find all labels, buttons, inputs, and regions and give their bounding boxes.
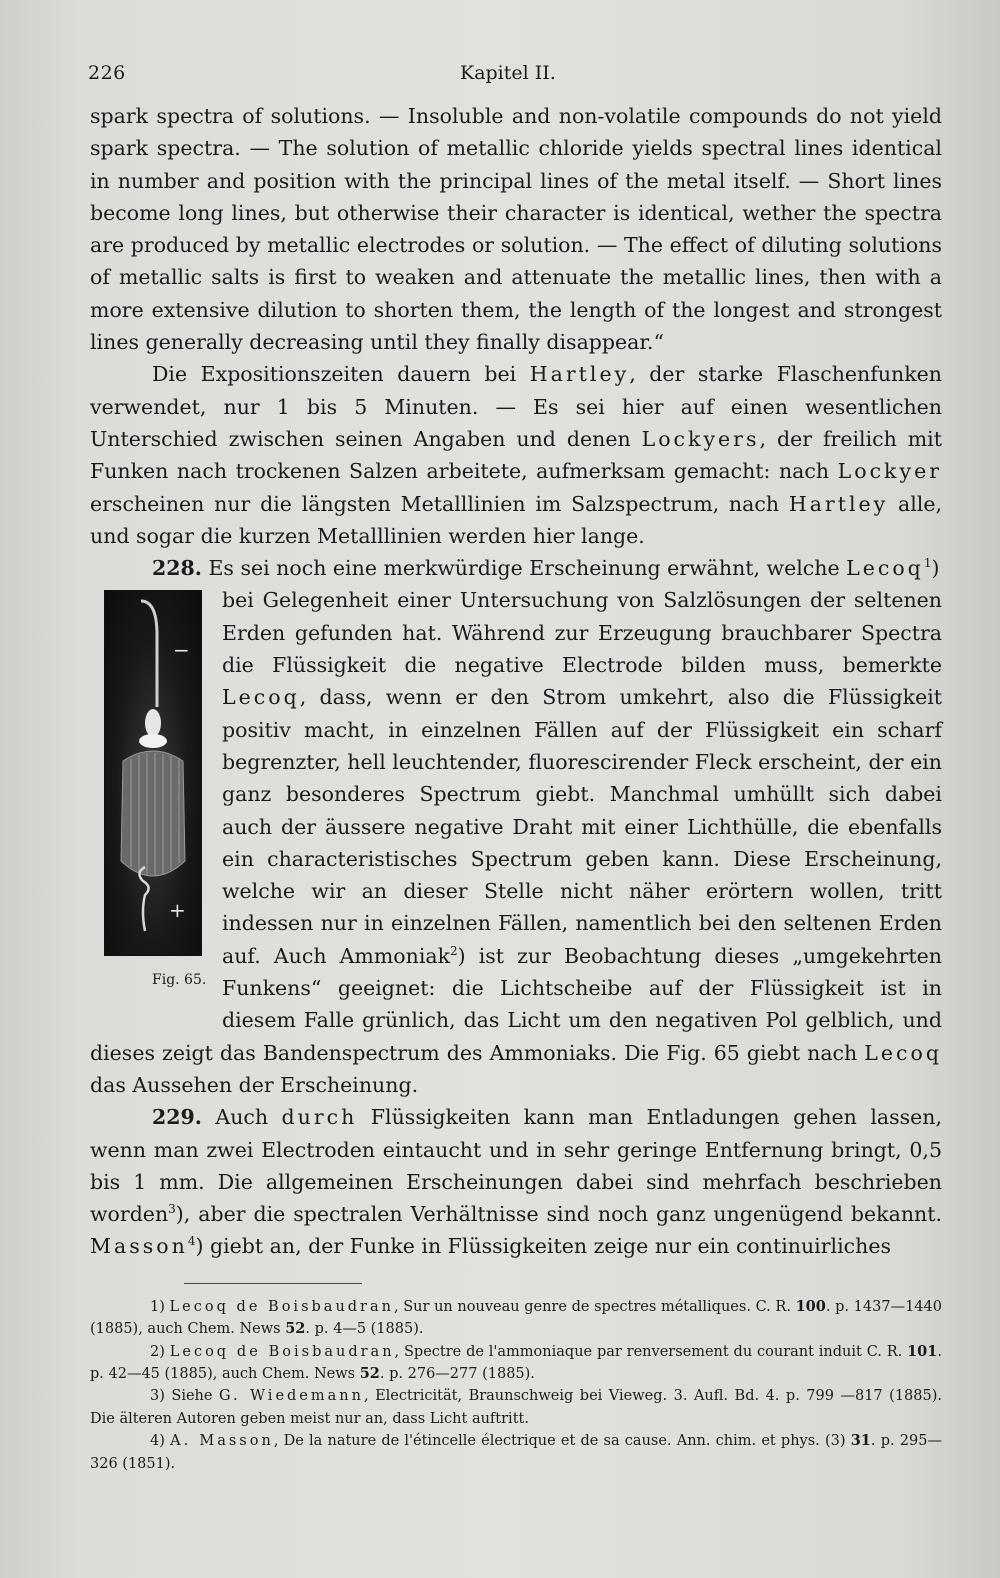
author-name: Lecoq — [864, 1040, 942, 1065]
footnote-ref: 1 — [923, 556, 932, 571]
footnote-author: Lecoq de Boisbaudran — [169, 1343, 395, 1360]
page-number: 226 — [88, 62, 126, 84]
plus-label: + — [169, 898, 186, 923]
footnote-divider — [184, 1283, 362, 1284]
paragraph-228-intro: 228. Es sei noch eine merkwürdige Erscheinung erwähnt, welche Lecoq$^1$) − + Fig. 65. bei Gelegenheit einer Untersuchung von Salzlösungen der seltenen Erden gefunden hat. Während zur Erzeugung brauchbarer Spectra die Flüssigkeit die negative Electrode bilden muss, bemerkte Lecoq, dass, wenn er den Strom umkehrt, also die Flüssigkeit positiv macht, in einzelnen Fällen auf der Flüssigkeit ein scharf begrenzter, hell leuchtender, fluorescirender Fleck erscheint, der ein ganz besonderes Spectrum giebt. Manchmal umhüllt sich dabei auch der äussere negative Draht mit einer Lichthülle, die ebenfalls ein characteristisches Spectrum geben kann. Diese Erscheinung, welche wir an dieser Stelle nicht näher erörtern wollen, tritt indessen nur in einzelnen Fällen, namentlich bei den seltenen Erden auf. Auch Ammoniak$^2$) ist zur Beobachtung dieses „umgekehrten Funkens“ geeignet: die Lichtscheibe auf der Flüssigkeit ist in diesem Falle grünlich, das Licht um den negativen Pol gelblich, und dieses zeigt das Bandenspectrum des Ammoniaks. Die Fig. 65 giebt nach Lecoq das Aussehen der Erscheinung. — [90, 556, 943, 1097]
author-name: Lockyers — [641, 426, 760, 451]
negative-wire — [141, 601, 157, 707]
footnote-1: 1) Lecoq de Boisbaudran, Sur un nouveau genre de spectres métalliques. C. R. 100. p. 1437—1440 (1885), auch Chem. News 52. p. 4—5 (1885). — [90, 1297, 942, 1338]
minus-label: − — [173, 638, 190, 663]
author-name: Lecoq — [222, 685, 300, 710]
paragraph-english-quote: spark spectra of solutions. — Insoluble and non-volatile compounds do not yield spark spectra. — The solution of metallic chloride yields spectral lines identical in number and position with the principal lines of the metal itself. — Short lines become long lines, but otherwise their character is identical, wether the spectra are produced by metallic electrodes or solution. — The effect of diluting solutions of metallic salts is first to weaken and attenuate the metallic lines, then with a more extensive dilution to shorten them, the length of the longest and strongest lines generally decreasing until they finally disappear.“ — [90, 104, 942, 355]
footnote-ref: 4 — [187, 1234, 196, 1249]
electrode-apparatus-image — [105, 591, 201, 955]
author-name: Lockyer — [837, 459, 942, 484]
footnote-4: 4) A. Masson, De la nature de l'étincelle électrique et de sa cause. Ann. chim. et phys. (3) 31. p. 295—326 (1851). — [90, 1432, 942, 1472]
section-number: 228. — [152, 556, 202, 581]
author-name: Masson — [90, 1234, 188, 1259]
figure-65 — [90, 590, 210, 1008]
light-disc — [139, 734, 167, 748]
spark-glow — [145, 709, 161, 737]
body-text — [90, 100, 942, 1475]
running-head: Kapitel II. — [460, 62, 556, 84]
footnotes — [90, 1296, 942, 1475]
emphasis-word: durch — [281, 1105, 358, 1130]
footnote-ref: 2 — [450, 943, 458, 958]
positive-wire — [139, 867, 148, 931]
footnote-author: A. Masson — [170, 1433, 274, 1450]
footnote-2: 2) Lecoq de Boisbaudran, Spectre de l'ammoniaque par renversement du courant induit C. R. 101. p. 42—45 (1885), auch Chem. News 52. p. 276—277 (1885). — [90, 1342, 942, 1382]
author-name: Hartley — [788, 491, 889, 516]
figure-caption: Fig. 65. — [152, 972, 207, 989]
author-name: Lecoq — [846, 556, 924, 581]
author-name: Hartley — [529, 362, 630, 387]
footnote-3: 3) Siehe G. Wiedemann, Electricität, Braunschweig bei Vieweg. 3. Aufl. Bd. 4. p. 799 —817 (1885). Die älteren Autoren geben meist nur an, dass Licht auftritt. — [90, 1388, 942, 1427]
paragraph-hartley: Die Expositionszeiten dauern bei Hartley, der starke Flaschenfunken verwendet, nur 1 bis 5 Minuten. — Es sei hier auf einen wesentlichen Unterschied zwischen seinen Angaben und denen Lockyers, der freilich mit Funken nach trockenen Salzen arbeitete, aufmerksam gemacht: nach Lockyer erscheinen nur die längsten Metalllinien im Salzspectrum, nach Hartley alle, und sogar die kurzen Metalllinien werden hier lange. — [90, 362, 943, 548]
footnote-author: Lecoq de Boisbaudran — [169, 1298, 394, 1315]
footnote-author: G. Wiedemann — [218, 1388, 364, 1405]
paragraph-229: 229. Auch durch Flüssigkeiten kann man Entladungen gehen lassen, wenn man zwei Electroden eintaucht und in sehr geringe Entfernung bringt, 0,5 bis 1 mm. Die allgemeinen Erscheinungen dabei sind mehrfach beschrieben worden$^3$), aber die spectralen Verhältnisse sind noch ganz ungenügend bekannt. Masson$^4$) giebt an, der Funke in Flüssigkeiten zeige nur ein continuirliches — [90, 1105, 943, 1259]
section-number: 229. — [152, 1105, 202, 1130]
figure-illustration — [104, 590, 202, 956]
footnote-ref: 3 — [168, 1202, 176, 1217]
page-header — [88, 62, 940, 92]
